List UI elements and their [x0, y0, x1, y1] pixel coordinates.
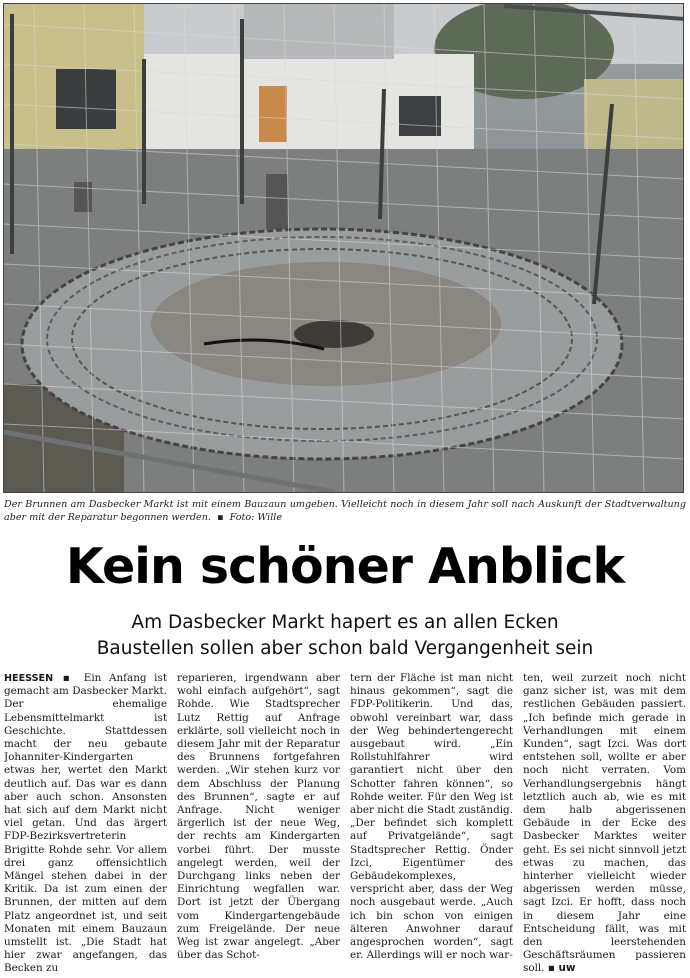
photo-caption: [4, 498, 686, 524]
subhead-1: Am Dasbecker Markt hapert es an allen Ecken: [131, 612, 559, 633]
subhead-2: Baustellen sollen aber schon bald Vergangenheit sein: [96, 638, 594, 659]
column-4-text: ten, weil zurzeit noch nicht ganz sicher ist, was mit dem restlichen Gebäuden passiert. „Ich befinde mich gerade in Verhandlungen mit einem Kunden“, sagt Izci. Was dort entstehen soll, wollte er aber noch nicht verraten. Vom Verhandlungsergebnis hängt letztlich auch ab, wie es mit dem halb abgerissenen Gebäude in der Ecke des Dasbecker Marktes weiter geht. Es sei nicht sinnvoll jetzt etwas zu machen, das hinterher vielleicht wieder abgerissen werden müsse, sagt Izci. Er hofft, dass noch in diesem Jahr eine Entscheidung fällt, was mit den leerstehenden Geschäftsräumen passieren soll.: [523, 672, 686, 974]
article-column-1: [4, 672, 167, 974]
fountain-illustration: [4, 4, 684, 493]
caption-separator: ▪: [217, 512, 224, 523]
article-column-4: [523, 672, 686, 974]
dateline: HEESSEN: [4, 673, 54, 684]
article-photo: [3, 3, 684, 493]
column-3-text: tern der Fläche ist man nicht hinaus gekommen“, sagt die FDP-Politikerin. Und das, obwohl vereinbart war, dass der Weg behindertengerecht ausgebaut wird. „Ein Rollstuhlfahrer wird garantiert nicht über den Schotter fahren können“, so Rohde weiter. Für den Weg ist aber nicht die Stadt zuständig. „Der befindet sich komplett auf Privatgelände“, sagt Stadtsprecher Rettig. Önder Izci, Eigentümer des Gebäudekomplexes, verspricht aber, dass der Weg noch ausgebaut werde. „Auch ich bin schon von einigen älteren Anwohner darauf angesprochen worden“, sagt er. Allerdings will er noch war-: [350, 672, 513, 962]
author-mark: ▪ uw: [547, 962, 576, 974]
paragraph: [523, 672, 686, 974]
dateline-separator: ▪: [62, 672, 75, 684]
caption-text: Der Brunnen am Dasbecker Markt ist mit einem Bauzaun umgeben. Vielleicht noch in diesem Jahr soll nach Auskunft der Stadtverwaltung aber mit der Reparatur begonnen werden.: [4, 499, 686, 523]
column-1-text: Ein Anfang ist gemacht am Dasbecker Markt. Der ehemalige Lebensmittelmarkt ist Geschichte. Stattdessen macht der neu gebaute Johanniter-Kindergarten etwas her, wertet den Markt deutlich auf. Das war es dann aber auch schon. Ansonsten hat sich auf dem Markt nicht viel getan. Und das ärgert FDP-Bezirksvertreterin Brigitte Rohde sehr. Vor allem drei ganz offensichtlich Mängel stehen dabei in der Kritik. Da ist zum einen der Brunnen, der mitten auf dem Platz angeordnet ist, und seit Monaten mit einem Bauzaun umstellt ist. „Die Stadt hat hier zwar angefangen, das Becken zu: [4, 672, 167, 974]
paragraph: [4, 672, 167, 974]
headline: Kein schöner Anblick: [65, 538, 625, 595]
article-column-3: [350, 672, 513, 974]
article-column-2: [177, 672, 340, 974]
article-body: [4, 672, 686, 974]
photo-credit: Foto: Wille: [229, 512, 283, 523]
column-2-text: reparieren, irgendwann aber wohl einfach aufgehört“, sagt Rohde. Wie Stadtsprecher Lutz Rettig auf Anfrage erklärte, soll vielleicht noch in diesem Jahr mit der Reparatur des Brunnens fortgefahren werden. „Wir stehen kurz vor dem Abschluss der Planung des Brunnen“, sagte er auf Anfrage. Nicht weniger ärgerlich ist der neue Weg, der rechts am Kindergarten vorbei führt. Der musste angelegt werden, weil der Durchgang links neben der Einrichtung wegfallen war. Dort ist jetzt der Übergang vom Kindergartengebäude zum Freigelände. Der neue Weg ist zwar angelegt. „Aber über das Schot-: [177, 672, 340, 962]
